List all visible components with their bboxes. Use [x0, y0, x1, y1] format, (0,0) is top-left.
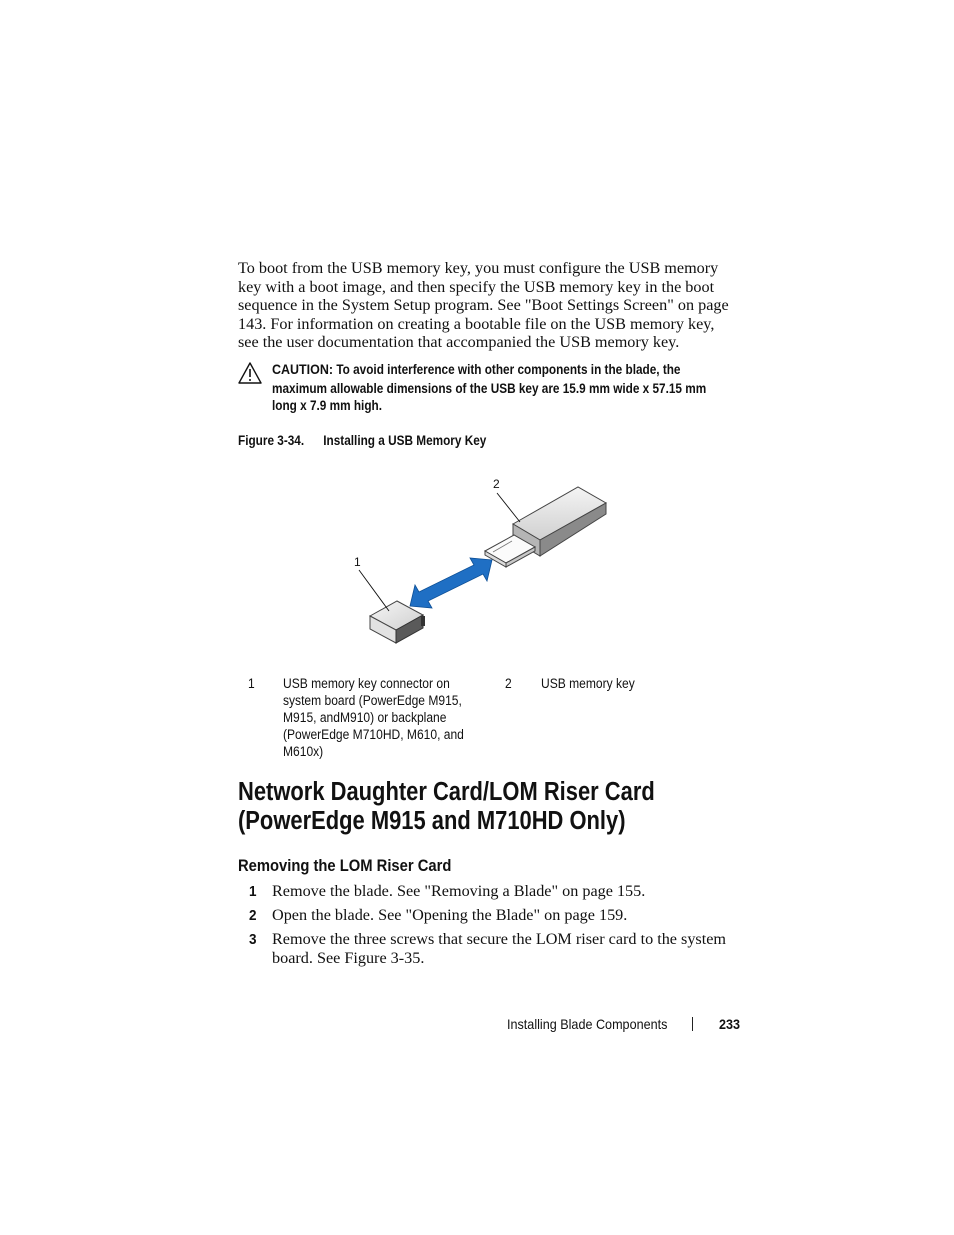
- callout-2-leader: [497, 493, 520, 522]
- step-1-number: 1: [249, 883, 257, 900]
- step-2-text: Open the blade. See "Opening the Blade" on page 159.: [272, 906, 628, 924]
- step-2-number: 2: [249, 907, 257, 924]
- usb-memory-key: [485, 487, 606, 567]
- intro-paragraph: To boot from the USB memory key, you must configure the USB memory key with a boot image, and then specify the USB memory key in the boot sequence in the System Setup program. See "Boot Settings Screen" on page 143. For information on creating a bootable file on the USB memory key, see the user documentation that accompanied the USB memory key.: [238, 259, 729, 352]
- usb-key-illustration: [330, 470, 630, 660]
- footer-page-number: 233: [719, 1016, 741, 1032]
- figure-caption: [238, 433, 486, 448]
- legend-1-text: USB memory key connector on system board (PowerEdge M915, M915, andM910) or backplane (PowerEdge M710HD, M610, and M610x): [283, 676, 464, 759]
- callout-1-leader: [359, 570, 389, 611]
- footer-chapter-title: Installing Blade Components: [507, 1016, 668, 1032]
- legend-1-number: 1: [248, 676, 255, 691]
- section-heading: Network Daughter Card/LOM Riser Card (PowerEdge M915 and M710HD Only): [238, 778, 655, 835]
- sub-heading: Removing the LOM Riser Card: [238, 856, 452, 875]
- caution-label: CAUTION:: [272, 362, 334, 378]
- figure-number: Figure 3-34.: [238, 433, 305, 448]
- usb-connector: [370, 601, 425, 643]
- legend-2-number: 2: [505, 676, 512, 691]
- insert-direction-arrow: [410, 558, 492, 608]
- step-3-text: Remove the three screws that secure the LOM riser card to the system board. See Figure 3-35.: [272, 930, 726, 967]
- legend-2-text: USB memory key: [541, 676, 635, 691]
- figure-title: Installing a USB Memory Key: [323, 433, 487, 448]
- footer-divider: [692, 1017, 693, 1031]
- step-1-text: Remove the blade. See "Removing a Blade" on page 155.: [272, 882, 646, 900]
- step-3-number: 3: [249, 931, 257, 948]
- caution-triangle-icon: [238, 362, 262, 384]
- callout-2-label: 2: [493, 477, 500, 491]
- callout-1-label: 1: [354, 555, 361, 569]
- caution-note: [272, 361, 730, 415]
- caution-body: To avoid interference with other components in the blade, the maximum allowable dimensions of the USB key are 15.9 mm wide x 57.15 mm long x 7.9 mm high.: [272, 362, 707, 414]
